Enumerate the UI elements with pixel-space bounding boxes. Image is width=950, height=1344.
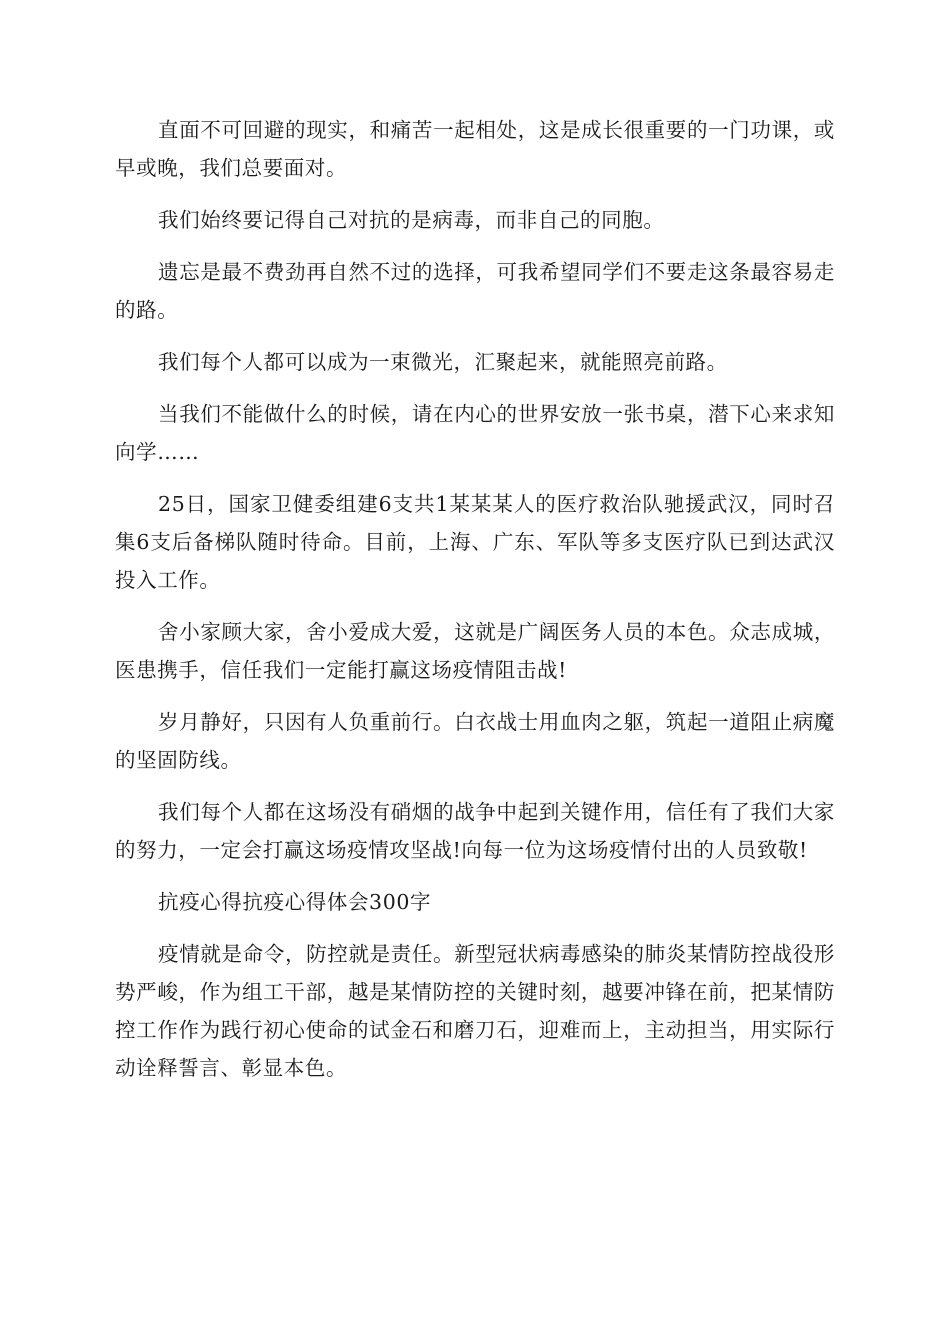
paragraph-5: 当我们不能做什么的时候，请在内心的世界安放一张书桌，潜下心来求知向学……	[115, 402, 835, 464]
paragraph-8: 岁月静好，只因有人负重前行。白衣战士用血肉之躯，筑起一道阻止病魔的坚固防线。	[115, 710, 835, 772]
document-body	[115, 111, 835, 1101]
paragraph-9: 我们每个人都在这场没有硝烟的战争中起到关键作用，信任有了我们大家的努力，一定会打赢这场疫情攻坚战!向每一位为这场疫情付出的人员致敬!	[115, 800, 835, 862]
paragraph-4: 我们每个人都可以成为一束微光，汇聚起来，就能照亮前路。	[158, 350, 728, 374]
paragraph-10: 疫情就是命令，防控就是责任。新型冠状病毒感染的肺炎某情防控战役形势严峻，作为组工干部，越是某情防控的关键时刻，越要冲锋在前，把某情防控工作作为践行初心使命的试金石和磨刀石，迎难而上，主动担当，用实际行动诠释誓言、彰显本色。	[115, 942, 835, 1080]
paragraph-1: 直面不可回避的现实，和痛苦一起相处，这是成长很重要的一门功课，或早或晚，我们总要面对。	[115, 118, 835, 180]
paragraph-2: 我们始终要记得自己对抗的是病毒，而非自己的同胞。	[158, 208, 665, 232]
section-heading: 抗疫心得抗疫心得体会300字	[158, 890, 432, 914]
paragraph-7: 舍小家顾大家，舍小爱成大爱，这就是广阔医务人员的本色。众志成城，医患携手，信任我们一定能打赢这场疫情阻击战!	[115, 620, 835, 682]
paragraph-3: 遗忘是最不费劲再自然不过的选择，可我希望同学们不要走这条最容易走的路。	[115, 260, 835, 322]
paragraph-6: 25日，国家卫健委组建6支共1某某某人的医疗救治队驰援武汉，同时召集6支后备梯队随时待命。目前，上海、广东、军队等多支医疗队已到达武汉投入工作。	[115, 492, 835, 592]
